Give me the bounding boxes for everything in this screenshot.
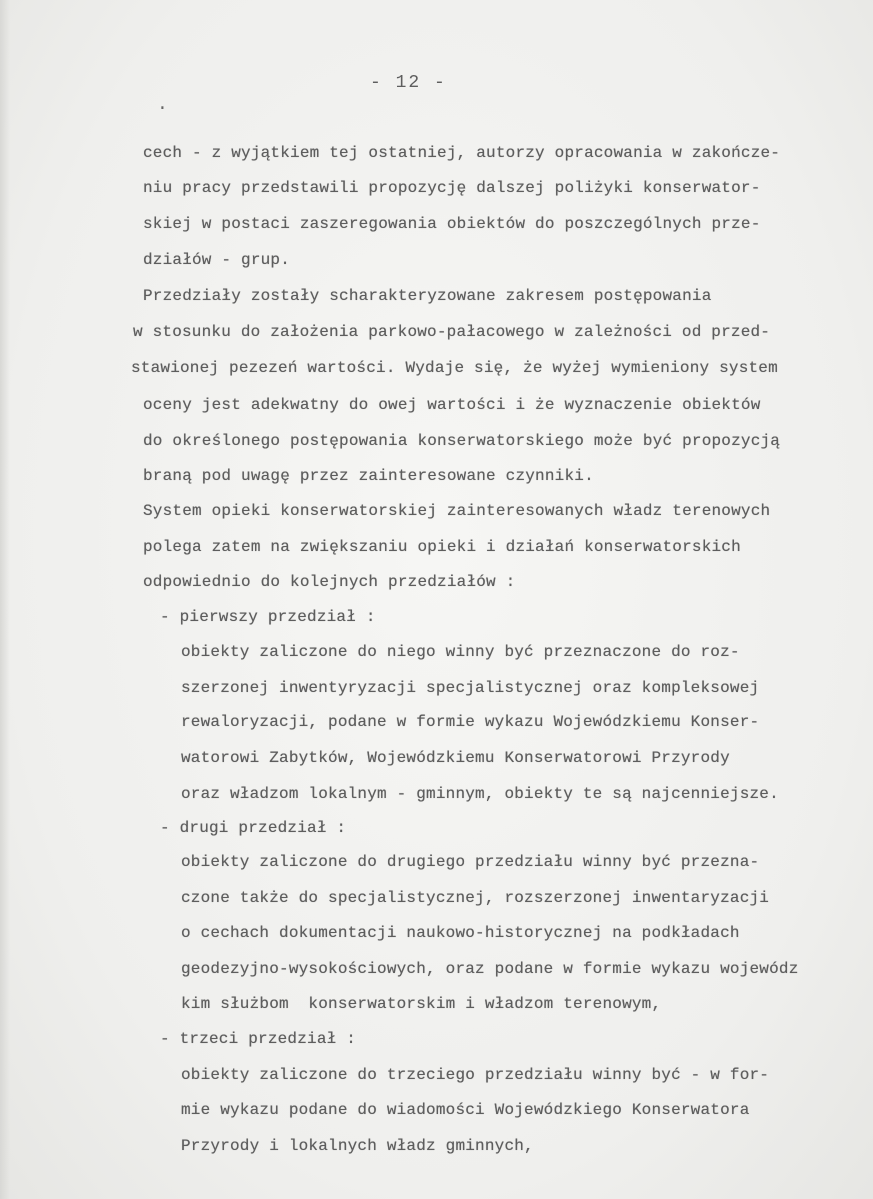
text-line: Przedziały zostały scharakteryzowane zakresem postępowania	[143, 287, 712, 305]
text-line: obiekty zaliczone do trzeciego przedziału winny być - w for-	[181, 1066, 770, 1084]
text-line: obiekty zaliczone do niego winny być przeznaczone do roz-	[181, 643, 740, 661]
stray-mark: .	[157, 95, 168, 115]
text-line: odpowiednio do kolejnych przedziałów :	[143, 573, 516, 591]
text-line: oraz władzom lokalnym - gminnym, obiekty te są najcenniejsze.	[181, 785, 779, 803]
text-line: mie wykazu podane do wiadomości Wojewódzkiego Konserwatora	[181, 1101, 750, 1119]
text-line: polega zatem na zwiększaniu opieki i działań konserwatorskich	[143, 538, 741, 556]
page-edge-shadow	[0, 0, 10, 1199]
text-line: w stosunku do założenia parkowo-pałacowego w zależności od przed-	[133, 323, 771, 341]
text-line: obiekty zaliczone do drugiego przedziału winny być przezna-	[181, 853, 760, 871]
text-line: System opieki konserwatorskiej zainteresowanych władz terenowych	[143, 502, 771, 520]
text-line: braną pod uwagę przez zainteresowane czynniki.	[143, 467, 594, 485]
list-heading: - pierwszy przedział :	[160, 608, 376, 626]
list-heading: - trzeci przedział :	[160, 1030, 357, 1048]
text-line: niu pracy przedstawili propozycję dalszej poliżyki konserwator-	[143, 179, 761, 197]
page-number: - 12 -	[370, 73, 447, 93]
text-line: szerzonej inwentyryzacji specjalistycznej oraz kompleksowej	[181, 679, 760, 697]
text-line: oceny jest adekwatny do owej wartości i że wyznaczenie obiektów	[143, 396, 761, 414]
text-line: skiej w postaci zaszeregowania obiektów do poszczególnych prze-	[143, 215, 761, 233]
list-heading: - drugi przedział :	[160, 819, 347, 837]
text-line: rewaloryzacji, podane w formie wykazu Wojewódzkiemu Konser-	[181, 713, 760, 731]
text-line: czone także do specjalistycznej, rozszerzonej inwentaryzacji	[181, 889, 770, 907]
text-line: Przyrody i lokalnych władz gminnych,	[181, 1137, 534, 1155]
text-line: geodezyjno-wysokościowych, oraz podane w formie wykazu wojewódz	[181, 960, 799, 978]
text-line: watorowi Zabytków, Wojewódzkiemu Konserwatorowi Przyrody	[181, 749, 730, 767]
text-line: do określonego postępowania konserwatorskiego może być propozycją	[143, 432, 781, 450]
text-line: stawionej pezezeń wartości. Wydaje się, że wyżej wymieniony system	[131, 359, 778, 377]
text-line: o cechach dokumentacji naukowo-historycznej na podkładach	[181, 924, 740, 942]
text-line: cech - z wyjątkiem tej ostatniej, autorzy opracowania w zakończe-	[143, 144, 781, 162]
text-line: kim służbom konserwatorskim i władzom terenowym,	[181, 995, 662, 1013]
text-line: działów - grup.	[143, 251, 291, 269]
